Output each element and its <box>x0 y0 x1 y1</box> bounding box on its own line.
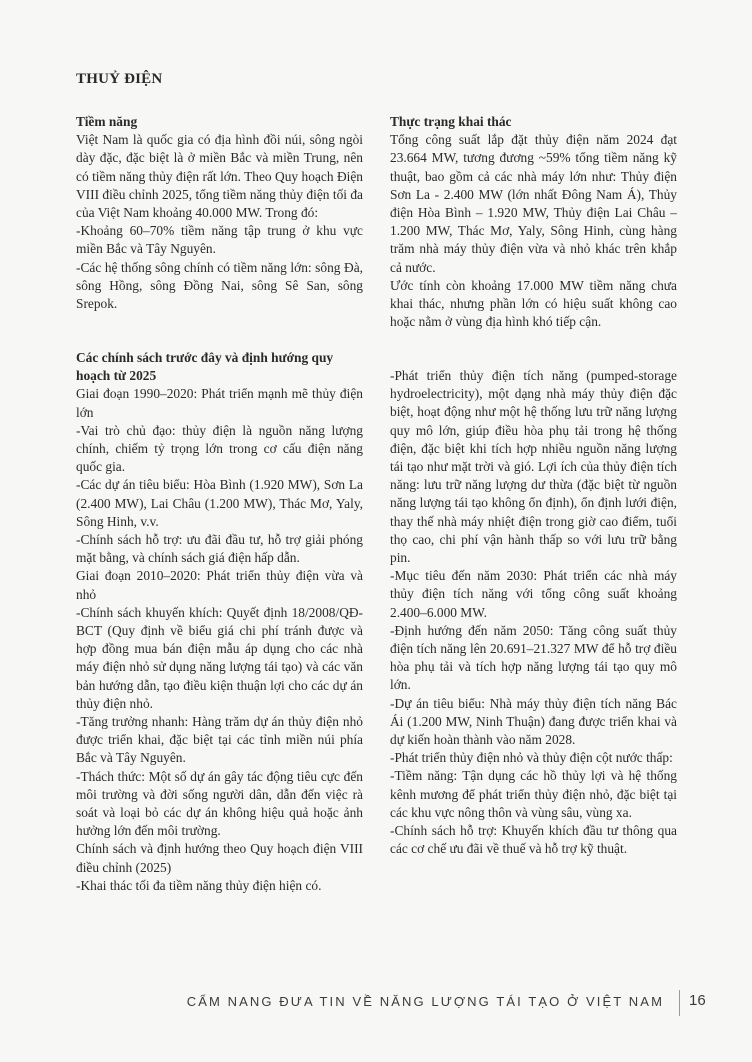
potential-paragraph: -Các hệ thống sông chính có tiềm năng lớn: sông Đà, sông Hồng, sông Đồng Nai, sông Sê San, sông Srepok. <box>76 259 363 312</box>
policies-paragraph: Giai đoạn 2010–2020: Phát triển thủy điện vừa và nhỏ <box>76 568 363 602</box>
status-paragraph: Ước tính còn khoảng 17.000 MW tiềm năng chưa khai thác, nhưng phần lớn có hiệu suất không cao hoặc nằm ở vùng địa hình khó tiếp cận. <box>390 277 677 330</box>
policies-cont-paragraph: -Dự án tiêu biểu: Nhà máy thủy điện tích năng Bác Ái (1.200 MW, Ninh Thuận) đang được triển khai và dự kiến hoàn thành vào năm 2028. <box>390 695 677 748</box>
status-heading: Thực trạng khai thác <box>390 114 512 129</box>
policies-paragraph: -Vai trò chủ đạo: thủy điện là nguồn năng lượng chính, chiếm tỷ trọng lớn trong cơ cấu điện năng quốc gia. <box>76 422 363 475</box>
potential-paragraph: Việt Nam là quốc gia có địa hình đồi núi, sông ngòi dày đặc, đặc biệt là ở miền Bắc và miền Trung, nên có tiềm năng thủy điện rất lớn. Theo Quy hoạch Điện VIII điều chỉnh 2025, tổng tiềm năng thủy điện tối đa của Việt Nam khoảng 40.000 MW. Trong đó: <box>76 132 363 221</box>
status-section <box>390 113 677 331</box>
policies-cont-paragraph: -Định hướng đến năm 2050: Tăng công suất thủy điện tích năng lên 20.691–21.327 MW để hỗ trợ điều hòa phụ tải và tích hợp năng lượng tái tạo quy mô lớn. <box>390 622 677 693</box>
potential-paragraph: -Khoảng 60–70% tiềm năng tập trung ở khu vực miền Bắc và Tây Nguyên. <box>76 223 363 257</box>
section-title: THUỶ ĐIỆN <box>76 71 163 87</box>
potential-heading: Tiềm năng <box>76 114 138 129</box>
policies-cont-paragraph: -Mục tiêu đến năm 2030: Phát triển các nhà máy thủy điện tích năng với tổng công suất khoảng 2.400–6.000 MW. <box>390 568 677 620</box>
footer-title: CẨM NANG ĐƯA TIN VỀ NĂNG LƯỢNG TÁI TẠO Ở VIỆT NAM <box>186 994 664 1009</box>
policies-cont-paragraph: -Phát triển thủy điện nhỏ và thủy điện cột nước thấp: <box>390 750 673 766</box>
page-number: 16 <box>689 992 706 1009</box>
policies-section <box>76 349 363 895</box>
policies-paragraph: -Các dự án tiêu biểu: Hòa Bình (1.920 MW), Sơn La (2.400 MW), Lai Châu (1.200 MW), Thác Mơ, Yaly, Sông Hinh, v.v. <box>76 477 363 529</box>
policies-paragraph: -Thách thức: Một số dự án gây tác động tiêu cực đến môi trường và đời sống người dân, dẫn đến việc rà soát và loại bỏ các dự án không hiệu quả hoặc ảnh hưởng lớn đến môi trường. <box>76 768 363 839</box>
policies-paragraph: Giai đoạn 1990–2020: Phát triển mạnh mẽ thủy điện lớn <box>76 386 363 420</box>
status-paragraph: Tổng công suất lắp đặt thủy điện năm 2024 đạt 23.664 MW, tương đương ~59% tổng tiềm năng kỹ thuật, bao gồm cả các nhà máy lớn như: Thủy điện Sơn La - 2.400 MW (lớn nhất Đông Nam Á), Thủy điện Hòa Bình – 1.920 MW, Thủy điện Lai Châu – 1.200 MW, Thác Mơ, Yaly, Sông Hinh, cùng hàng trăm nhà máy thủy điện vừa và nhỏ khác trên khắp cả nước. <box>390 132 677 275</box>
potential-section <box>76 113 363 313</box>
policies-continued-section <box>390 367 677 858</box>
policies-heading: Các chính sách trước đây và định hướng quy hoạch từ 2025 <box>76 350 334 384</box>
policies-cont-paragraph: -Chính sách hỗ trợ: Khuyến khích đầu tư thông qua các cơ chế ưu đãi về thuế và hỗ trợ kỹ thuật. <box>390 823 677 857</box>
policies-paragraph: -Chính sách khuyến khích: Quyết định 18/2008/QĐ-BCT (Quy định về biểu giá chi phí tránh được và hợp đồng mua bán điện mẫu áp dụng cho các nhà máy điện nhỏ sử dụng năng lượng tái tạo) và các văn bản hướng dẫn, tạo điều kiện thuận lợi cho các dự án thủy điện nhỏ. <box>76 604 363 711</box>
policies-paragraph: -Khai thác tối đa tiềm năng thủy điện hiện có. <box>76 877 322 893</box>
footer-divider <box>679 990 680 1016</box>
policies-paragraph: Chính sách và định hướng theo Quy hoạch điện VIII điều chỉnh (2025) <box>76 841 363 875</box>
policies-cont-paragraph: -Tiềm năng: Tận dụng các hồ thủy lợi và hệ thống kênh mương để phát triển thủy điện nhỏ, đặc biệt tại các khu vực nông thôn và vùng sâu, vùng xa. <box>390 768 677 820</box>
policies-paragraph: -Chính sách hỗ trợ: ưu đãi đầu tư, hỗ trợ giải phóng mặt bằng, và chính sách giá điện hấp dẫn. <box>76 532 363 566</box>
policies-cont-paragraph: -Phát triển thủy điện tích năng (pumped-storage hydroelectricity), một dạng nhà máy thủy điện đặc biệt, hoạt động như một hệ thống lưu trữ năng lượng quy mô lớn, giúp điều hòa phụ tải trong hệ thống điện, đặc biệt khi tích hợp nhiều nguồn năng lượng tái tạo như mặt trời và gió. Lợi ích của thủy điện tích năng: lưu trữ năng lượng dư thừa (đặc biệt từ nguồn năng lượng tái tạo không ổn định), ổn định lưới điện, thay thế nhà máy nhiệt điện trong giờ cao điểm, tuổi thọ cao, chi phí vận hành thấp so với lưu trữ bằng pin. <box>390 368 677 566</box>
policies-paragraph: -Tăng trưởng nhanh: Hàng trăm dự án thủy điện nhỏ được triển khai, đặc biệt tại các tỉnh miền núi phía Bắc và Tây Nguyên. <box>76 714 363 766</box>
